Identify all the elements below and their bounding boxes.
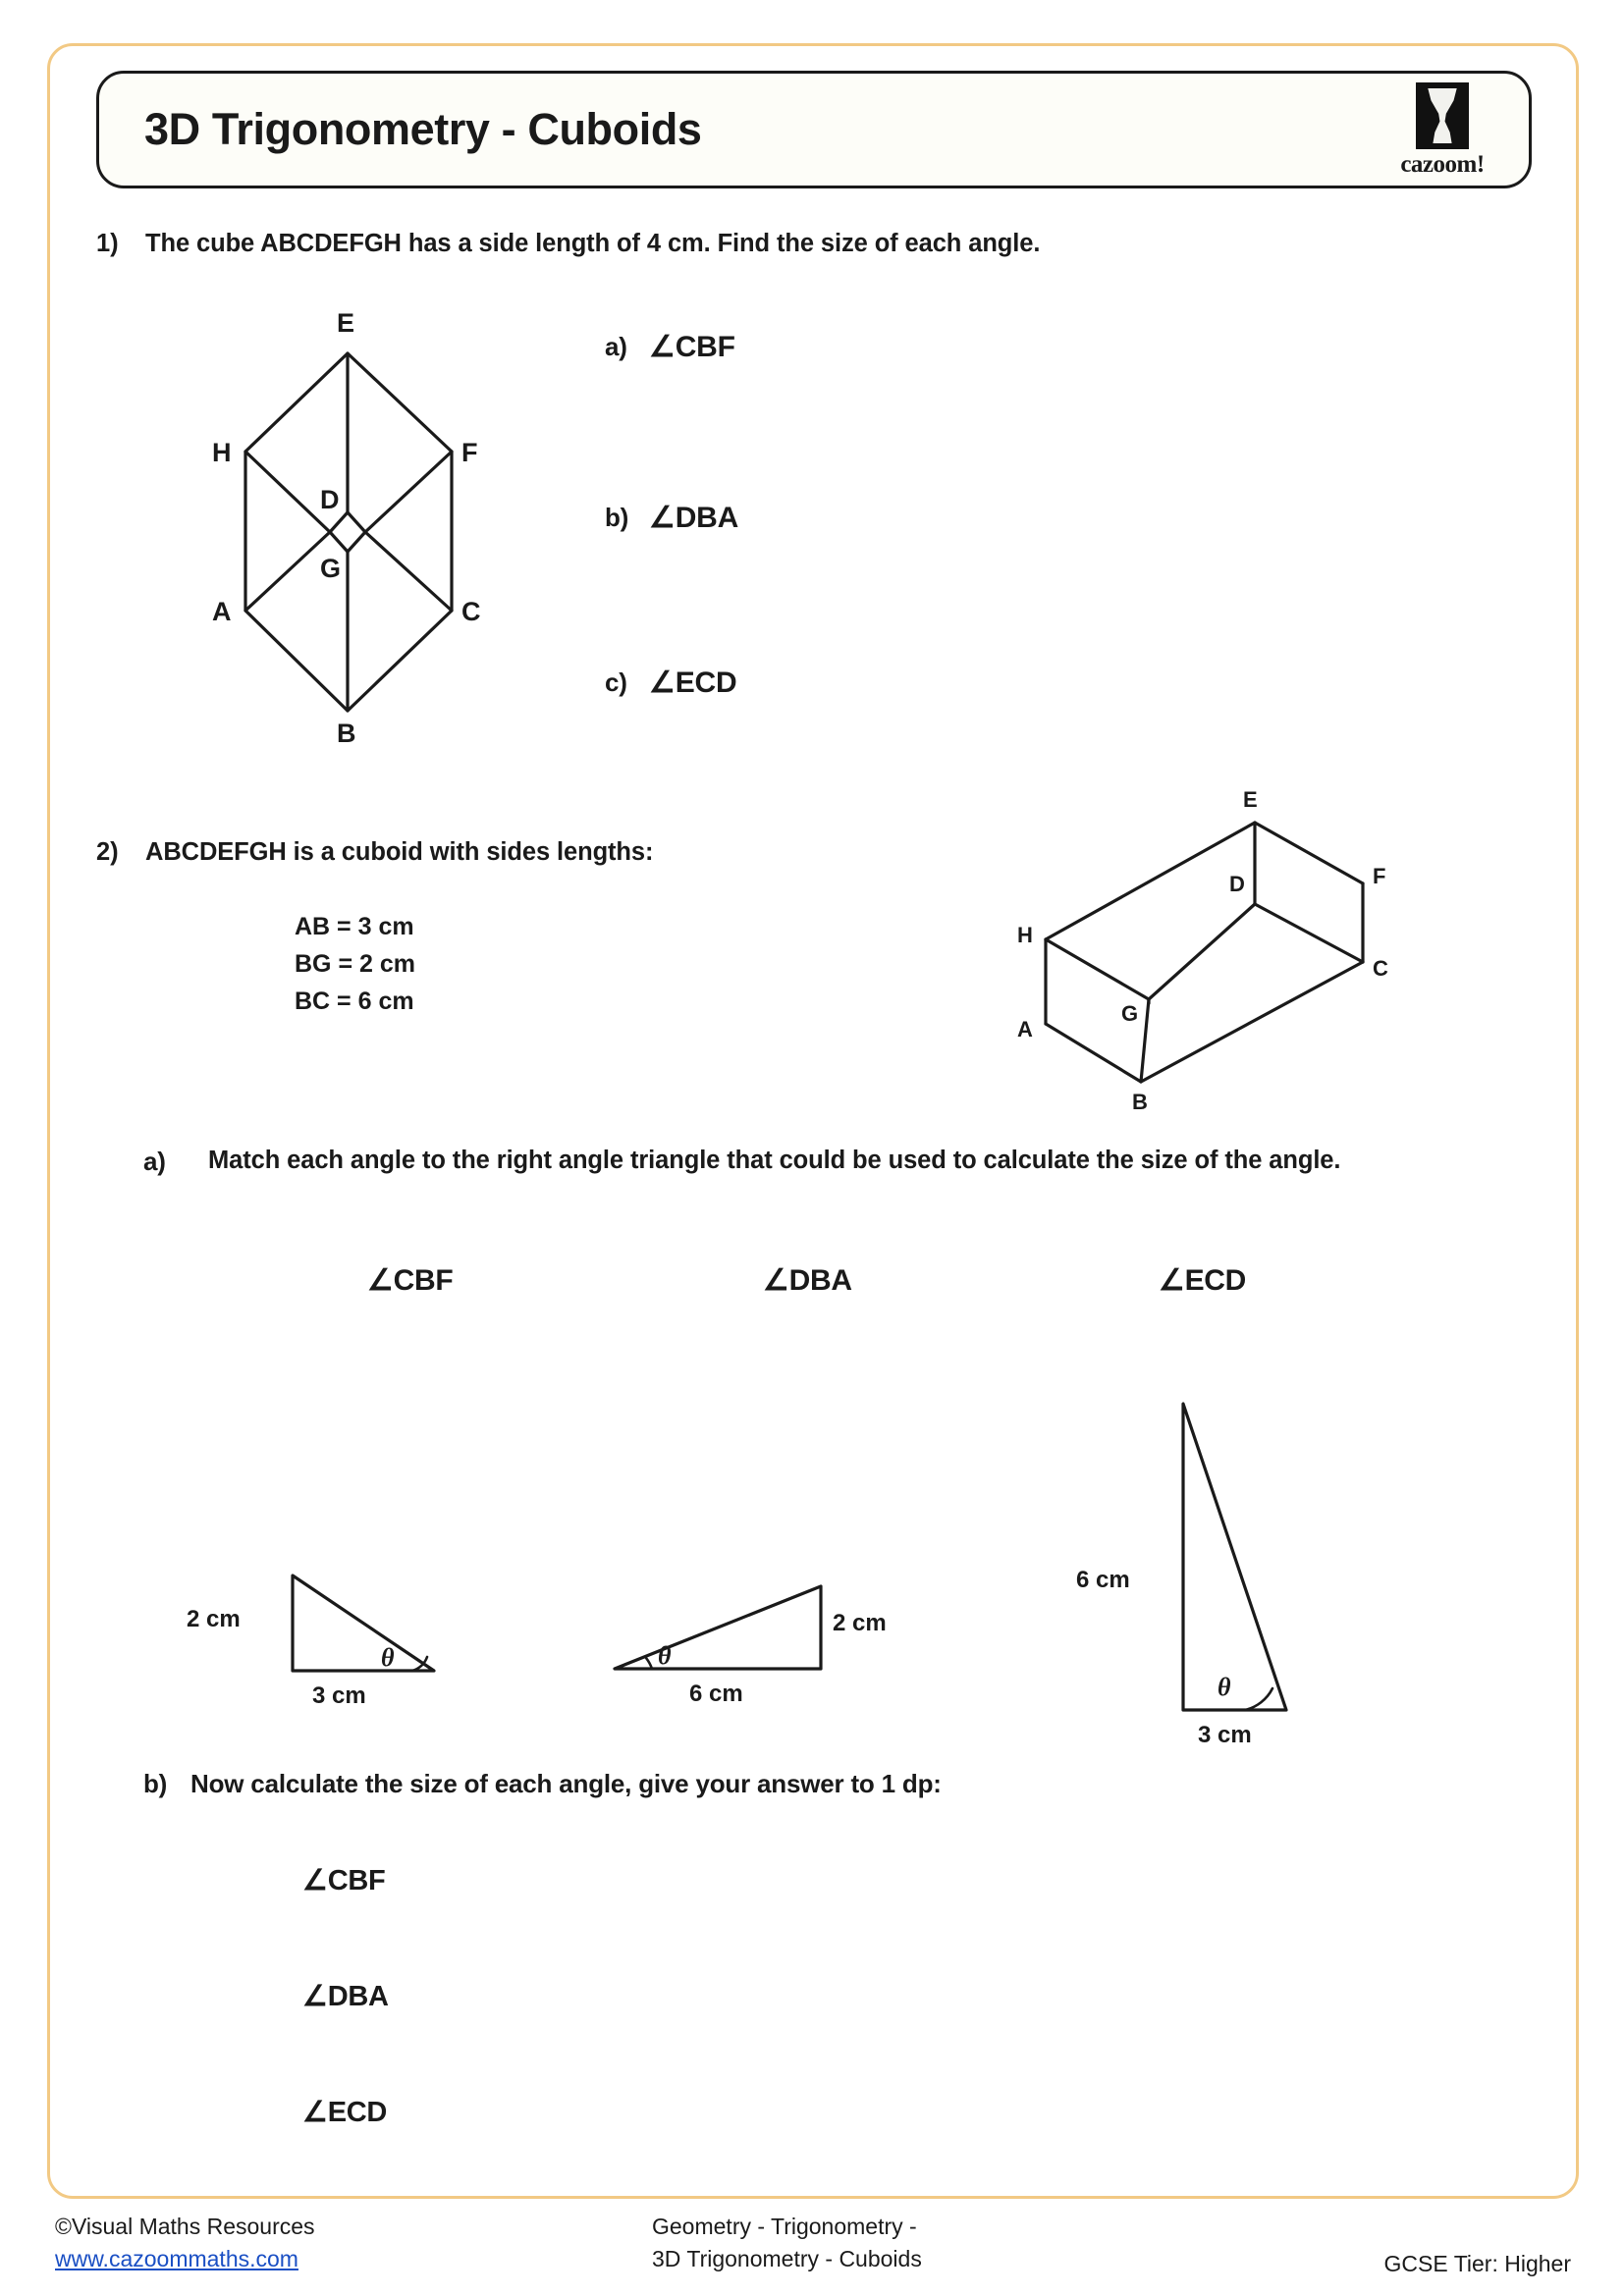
website-link[interactable]: www.cazoommaths.com — [55, 2246, 298, 2272]
triangle-3-theta: θ — [1218, 1673, 1231, 1701]
footer-topic-block — [652, 2211, 922, 2276]
cube-vertex-G: G — [320, 554, 342, 583]
logo-label: cazoom! — [1400, 151, 1485, 178]
footer-left-block — [55, 2211, 315, 2276]
triangle-6-by-2 — [609, 1571, 943, 1747]
angle-heading-cbf: ∠CBF — [367, 1264, 454, 1297]
vase-glyph — [1427, 88, 1458, 143]
angle-heading-dba: ∠DBA — [763, 1264, 852, 1297]
triangle-1-theta: θ — [381, 1643, 395, 1672]
page-title: 3D Trigonometry - Cuboids — [144, 104, 702, 154]
triangle-2-vertical-label: 2 cm — [833, 1610, 887, 1636]
triangle-1-vertical-label: 2 cm — [187, 1606, 241, 1632]
triangle-6-by-3 — [1076, 1394, 1355, 1748]
q2-part-b-label: b) — [143, 1769, 168, 1798]
cube-vertex-C: C — [461, 597, 481, 626]
q1-part-a-label: a) — [605, 332, 627, 361]
cuboid-diagram — [992, 775, 1443, 1129]
question-1-number: 1) — [96, 230, 119, 257]
worksheet-header — [96, 71, 1532, 188]
q2-dimension-ab: AB = 3 cm — [295, 913, 414, 940]
q2-part-a-text: Match each angle to the right angle triangle that could be used to calculate the size of the angle. — [208, 1147, 1341, 1174]
cube-vertex-A: A — [212, 597, 232, 626]
cube-vertex-D: D — [320, 485, 340, 514]
question-2-number: 2) — [96, 838, 119, 866]
triangle-3-horizontal-label: 3 cm — [1198, 1722, 1252, 1748]
cuboid-vertex-F: F — [1373, 864, 1386, 888]
tier-label: GCSE Tier: Higher — [1383, 2251, 1571, 2276]
cube-vertex-H: H — [212, 438, 232, 467]
cube-vertex-F: F — [461, 438, 478, 467]
question-2-prompt: ABCDEFGH is a cuboid with sides lengths: — [145, 838, 654, 866]
q2-part-a-label: a) — [143, 1147, 166, 1176]
triangle-3-vertical-label: 6 cm — [1076, 1567, 1130, 1593]
topic-line-1: Geometry - Trigonometry - — [652, 2214, 917, 2239]
cuboid-vertex-D: D — [1229, 872, 1245, 896]
cube-vertex-E: E — [337, 308, 355, 338]
triangle-2-horizontal-label: 6 cm — [689, 1681, 743, 1707]
cuboid-vertex-C: C — [1373, 956, 1388, 981]
cube-vertex-B: B — [337, 719, 356, 748]
answer-slot-dba[interactable]: ∠DBA — [302, 1981, 389, 2012]
q2-dimension-bg: BG = 2 cm — [295, 950, 415, 978]
cuboid-vertex-E: E — [1243, 787, 1258, 812]
q1-part-c-label: c) — [605, 667, 627, 697]
triangle-2-by-3 — [187, 1571, 569, 1747]
copyright-text: ©Visual Maths Resources — [55, 2214, 315, 2239]
angle-heading-ecd: ∠ECD — [1159, 1264, 1247, 1297]
q1-part-c-angle[interactable]: ∠ECD — [649, 667, 737, 699]
vase-icon — [1416, 82, 1469, 149]
cuboid-vertex-B: B — [1132, 1090, 1148, 1114]
q2-part-b-text: Now calculate the size of each angle, give your answer to 1 dp: — [190, 1769, 942, 1798]
q2-dimension-bc: BC = 6 cm — [295, 988, 414, 1015]
triangle-2-theta: θ — [658, 1641, 672, 1670]
cuboid-vertex-H: H — [1017, 923, 1033, 947]
page-footer — [47, 2211, 1579, 2295]
q1-part-a-angle[interactable]: ∠CBF — [649, 331, 735, 363]
cube-diagram — [177, 294, 569, 766]
cuboid-vertex-A: A — [1017, 1017, 1033, 1041]
answer-slot-cbf[interactable]: ∠CBF — [302, 1865, 386, 1896]
q1-part-b-label: b) — [605, 503, 629, 532]
topic-line-2: 3D Trigonometry - Cuboids — [652, 2246, 922, 2272]
triangle-1-horizontal-label: 3 cm — [312, 1682, 366, 1709]
cazoom-logo — [1389, 82, 1495, 177]
question-1-prompt: The cube ABCDEFGH has a side length of 4 cm. Find the size of each angle. — [145, 230, 1041, 257]
answer-slot-ecd[interactable]: ∠ECD — [302, 2097, 388, 2128]
q1-part-b-angle[interactable]: ∠DBA — [649, 502, 739, 534]
cuboid-vertex-G: G — [1121, 1001, 1139, 1026]
